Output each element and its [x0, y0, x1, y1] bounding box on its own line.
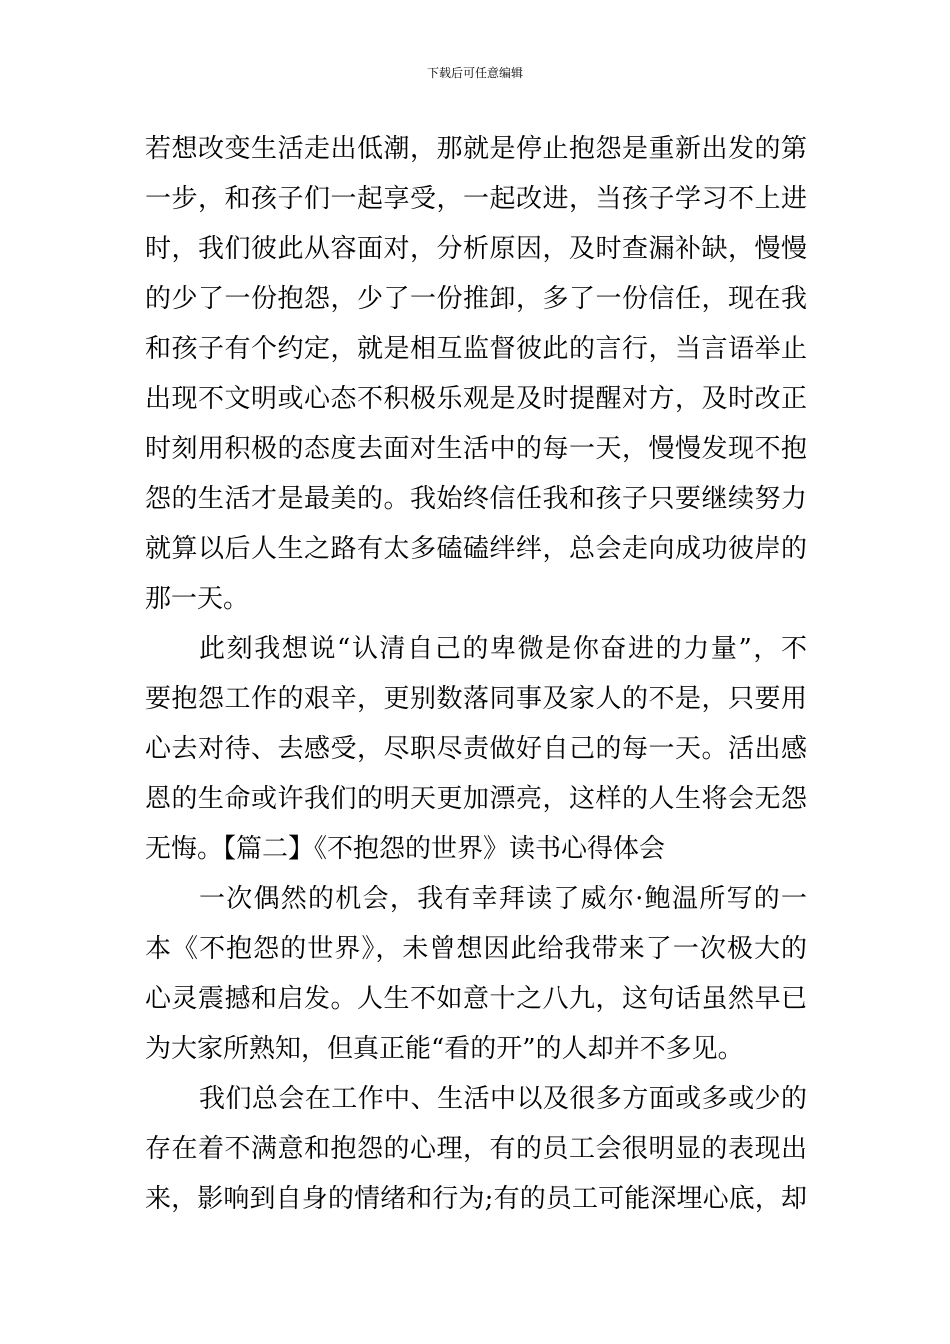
text-line: 一步，和孩子们一起享受，一起改进，当孩子学习不上进	[145, 184, 807, 214]
text-line: 时，我们彼此从容面对，分析原因，及时查漏补缺，慢慢	[145, 234, 807, 264]
text-line: 无悔。【篇二】《不抱怨的世界》读书心得体会	[145, 834, 666, 864]
text-line: 若想改变生活走出低潮，那就是停止抱怨是重新出发的第	[145, 134, 807, 164]
text-line: 存在着不满意和抱怨的心理，有的员工会很明显的表现出	[145, 1134, 807, 1164]
text-line: 那一天。	[145, 584, 250, 614]
text-line: 的少了一份抱怨，少了一份推卸，多了一份信任，现在我	[145, 284, 807, 314]
text-line: 我们总会在工作中、生活中以及很多方面或多或少的	[199, 1084, 807, 1114]
text-line: 时刻用积极的态度去面对生活中的每一天，慢慢发现不抱	[145, 434, 807, 464]
text-line: 此刻我想说“认清自己的卑微是你奋进的力量”，不	[199, 634, 807, 664]
text-line: 来，影响到自身的情绪和行为;有的员工可能深埋心底，却	[145, 1184, 807, 1214]
text-line: 本《不抱怨的世界》，未曾想因此给我带来了一次极大的	[145, 934, 807, 964]
text-line: 怨的生活才是最美的。我始终信任我和孩子只要继续努力	[145, 484, 807, 514]
text-line: 恩的生命或许我们的明天更加漂亮，这样的人生将会无怨	[145, 784, 807, 814]
page-header: 下载后可任意编辑	[426, 66, 523, 80]
text-line: 和孩子有个约定，就是相互监督彼此的言行，当言语举止	[145, 334, 807, 364]
text-line: 要抱怨工作的艰辛，更别数落同事及家人的不是，只要用	[145, 684, 807, 714]
text-line: 出现不文明或心态不积极乐观是及时提醒对方，及时改正	[145, 384, 807, 414]
text-line: 为大家所熟知，但真正能“看的开”的人却并不多见。	[145, 1034, 744, 1064]
text-line: 一次偶然的机会，我有幸拜读了威尔·鲍温所写的一	[199, 884, 807, 914]
text-line: 心去对待、去感受，尽职尽责做好自己的每一天。活出感	[145, 734, 807, 764]
text-line: 就算以后人生之路有太多磕磕绊绊，总会走向成功彼岸的	[145, 534, 807, 564]
text-line: 心灵震撼和启发。人生不如意十之八九，这句话虽然早已	[145, 984, 807, 1014]
document-body	[145, 124, 807, 1224]
